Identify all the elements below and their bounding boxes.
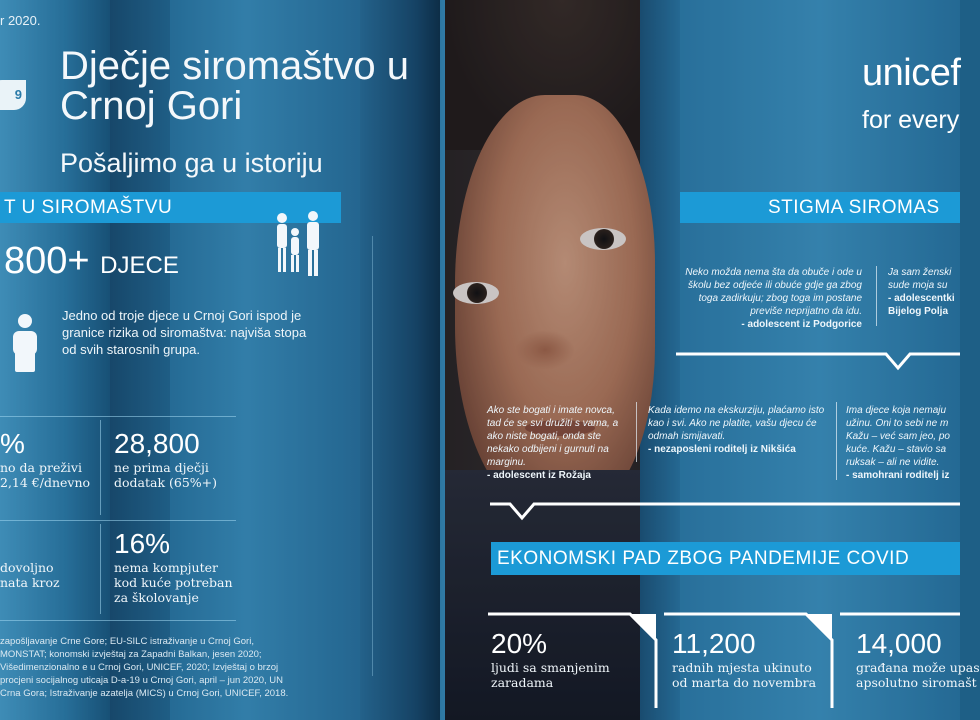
unicef-logo: unicef [862,52,961,94]
unicef-tagline: for every [862,106,960,134]
page-title [60,46,409,126]
quote: Neko možda nema šta da obuče i ode u školu bez odjeće ili obuće gdje ga zbog toga zadirkuju; zbog toga im postane previše neprijatno da idu. - adolescent iz Podgorice [685,267,862,330]
quote-separator [836,402,837,480]
divider [0,620,236,621]
stat-cell: dovoljno nata kroz [0,560,60,590]
panel-divider [372,236,373,676]
big-stat-number: 800+ [4,240,90,282]
stat-cell: % no da preživi 2,14 €/dnevno [0,428,91,490]
section-bar-poverty: T U SIROMAŠTVU [0,192,341,223]
quote-separator [876,266,877,326]
big-stat-unit: DJECE [100,252,179,279]
section-bar-economy: EKONOMSKI PAD ZBOG PANDEMIJE COVID [491,542,960,575]
page-subtitle: Pošaljimo ga u istoriju [60,148,323,178]
chevron-divider [676,348,960,374]
stat-cell: 16% nema kompjuter kod kuće potreban za školovanje [114,528,233,605]
divider [100,524,101,614]
quote: Ja sam ženski sude moja su - adolescentki Bijelog Polja [888,267,955,317]
badge-icon: 9 [0,80,26,110]
title-line-2: Crnoj Gori [60,84,243,128]
economy-stat: 14,000 građana može upas apsolutno siromašt [856,628,980,690]
title-line-1: Dječje siromaštvo u [60,44,410,88]
divider [100,420,101,515]
section-bar-stigma: STIGMA SIROMAS [680,192,960,223]
chevron-divider [490,498,960,524]
quote-separator [636,402,637,462]
person-icon [10,312,40,374]
stat-cell: 28,800 ne prima dječji dodatak (65%+) [114,428,218,490]
family-icon [272,208,324,278]
quote: Ima djece koja nemaju užinu. Oni to sebi ne m Kažu – već sam jeo, po kuće. Kažu – stavio sa ruksak – ali ne vidite. - samohrani roditelj iz [846,405,950,481]
economy-stat: 11,200 radnih mjesta ukinuto od marta do novembra [672,628,817,690]
quote: Kada idemo na ekskurziju, plaćamo isto kao i svi. Ako ne platite, vašu djecu će odmah ismijavati. - nezaposleni roditelj iz Nikšića [648,405,825,455]
economy-stat: 20% ljudi sa smanjenim zaradama [491,628,610,690]
date-text: r 2020. [0,13,41,28]
big-stat [4,240,179,283]
quote: Ako ste bogati i imate novca, tad će se svi družiti s vama, a ako niste bogati, onda ste nekako odbijeni i gurnuti na marginu. - adolescent iz Rožaja [487,405,619,481]
divider [0,520,236,521]
divider [0,416,236,417]
sources-text: zapošljavanje Crne Gore; EU-SILC istraživanje u Crnoj Gori, MONSTAT; konomski izvještaj za Zapadni Balkan, jesen 2020; Višedimenzionalno e u Crnoj Gori, UNICEF, 2020; Izvještaj o brzoj procjeni socijalnog uticaja D-a-19 u Crnoj Gori, april – jun 2020, UN Crna Gora; Istraživanje azatelja (MICS) u Crnoj Gori, UNICEF, 2018. [0,636,289,699]
poverty-description: Jedno od troje djece u Crnoj Gori ispod je granice rizika od siromaštva: najviša stopa od svih starosnih grupa. [62,308,307,357]
